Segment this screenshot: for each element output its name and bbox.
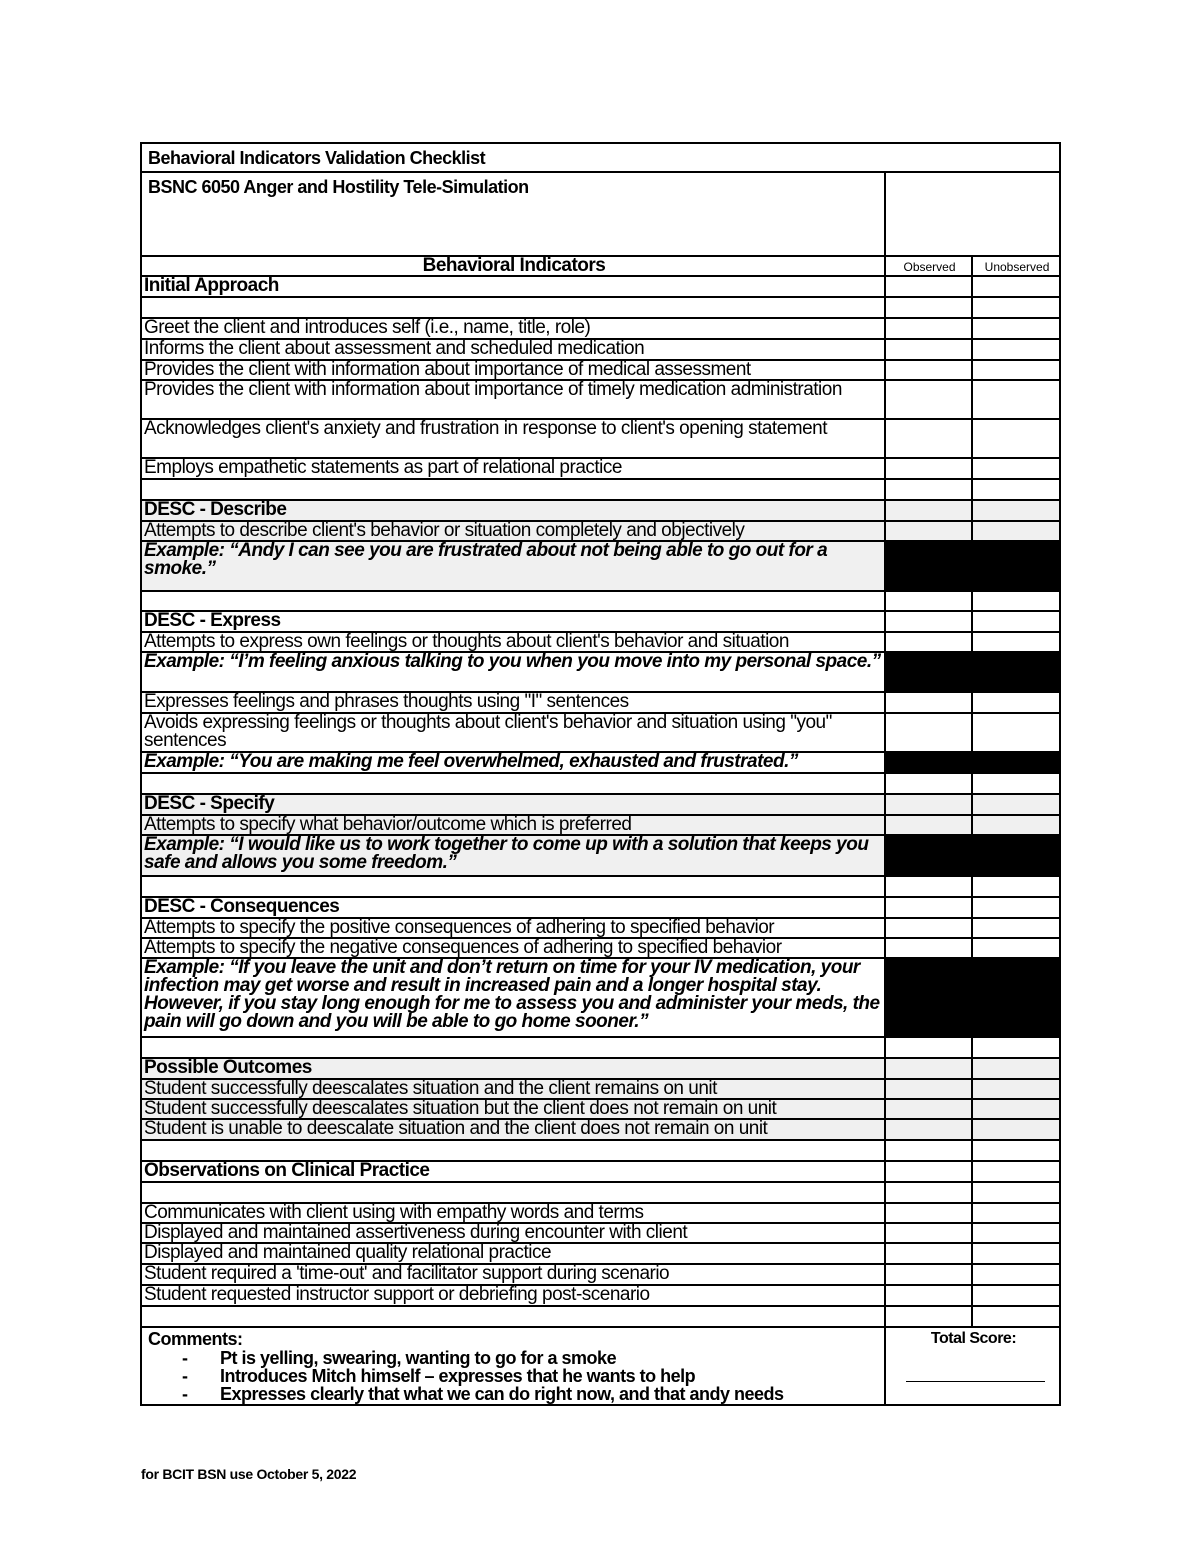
unobserved-cell[interactable] — [972, 692, 1060, 713]
indicator-text: Student successfully deescalates situation but the client does not remain on unit — [141, 1099, 885, 1119]
unobserved-cell[interactable] — [972, 1285, 1060, 1306]
section-heading: Initial Approach — [141, 276, 885, 297]
indicator-text: Attempts to specify what behavior/outcome which is preferred — [141, 815, 885, 835]
unobserved-cell[interactable] — [972, 1079, 1060, 1099]
example-row — [141, 958, 1060, 1037]
indicator-text: Student required a 'time-out' and facilitator support during scenario — [141, 1264, 885, 1285]
unobserved-cell — [972, 876, 1060, 897]
observed-cell — [885, 1140, 972, 1161]
indicator-row — [141, 1099, 1060, 1119]
observed-cell[interactable] — [885, 1223, 972, 1243]
section-row — [141, 276, 1060, 297]
subtitle-row — [141, 172, 1060, 256]
example-row — [141, 541, 1060, 591]
unobserved-cell — [972, 958, 1060, 1037]
section-row — [141, 1161, 1060, 1182]
comment-item: - Pt is yelling, swearing, wanting to go for a smoke — [182, 1349, 884, 1367]
unobserved-cell[interactable] — [972, 458, 1060, 479]
observed-cell[interactable] — [885, 380, 972, 419]
blank-row — [141, 773, 1060, 794]
indicator-text: Attempts to specify the positive consequences of adhering to specified behavior — [141, 918, 885, 938]
unobserved-cell — [972, 1161, 1060, 1182]
indicator-row — [141, 918, 1060, 938]
observed-cell — [885, 479, 972, 500]
observed-cell — [885, 297, 972, 318]
indicator-row — [141, 1264, 1060, 1285]
unobserved-cell — [972, 479, 1060, 500]
comments-label: Comments: — [148, 1329, 243, 1349]
blank-cell — [141, 773, 885, 794]
comments-cell — [141, 1327, 885, 1405]
unobserved-header: Unobserved — [972, 256, 1060, 276]
example-text: Example: “I would like us to work together to come up with a solution that keeps you safe and allows you some freedom.” — [141, 835, 885, 876]
unobserved-cell[interactable] — [972, 339, 1060, 360]
unobserved-cell[interactable] — [972, 318, 1060, 339]
unobserved-cell[interactable] — [972, 1099, 1060, 1119]
indicator-text: Attempts to specify the negative consequences of adhering to specified behavior — [141, 938, 885, 958]
indicator-text: Expresses feelings and phrases thoughts using "I" sentences — [141, 692, 885, 713]
example-text: Example: “I’m feeling anxious talking to you when you move into my personal space.” — [141, 652, 885, 692]
observed-cell — [885, 276, 972, 297]
indicator-text: Student successfully deescalates situation and the client remains on unit — [141, 1079, 885, 1099]
comment-item: - Expresses clearly that what we can do right now, and that andy needs — [182, 1385, 884, 1403]
indicator-text: Attempts to describe client's behavior or situation completely and objectively — [141, 521, 885, 541]
indicator-text: Student is unable to deescalate situation and the client does not remain on unit — [141, 1119, 885, 1140]
section-row — [141, 1058, 1060, 1079]
indicator-text: Communicates with client using with empathy words and terms — [141, 1203, 885, 1223]
indicator-text: Provides the client with information about importance of medical assessment — [141, 360, 885, 380]
unobserved-cell — [972, 652, 1060, 692]
example-text: Example: “You are making me feel overwhelmed, exhausted and frustrated.” — [141, 752, 885, 773]
example-text: Example: “If you leave the unit and don’t return on time for your IV medication, your infection may get worse and result in increased pain and a longer hospital stay. However, if you stay long enough for me to assess you and administer your meds, the pain will go down and you will be able to go home sooner.” — [141, 958, 885, 1037]
observed-cell — [885, 752, 972, 773]
unobserved-cell — [972, 1140, 1060, 1161]
section-row — [141, 897, 1060, 918]
total-score-line — [906, 1381, 1045, 1382]
observed-cell — [885, 773, 972, 794]
unobserved-cell — [972, 500, 1060, 521]
observed-cell[interactable] — [885, 458, 972, 479]
unobserved-cell — [972, 794, 1060, 815]
unobserved-cell[interactable] — [972, 1264, 1060, 1285]
blank-row — [141, 1306, 1060, 1327]
observed-cell[interactable] — [885, 419, 972, 458]
observed-cell — [885, 611, 972, 632]
unobserved-cell[interactable] — [972, 632, 1060, 652]
unobserved-cell[interactable] — [972, 938, 1060, 958]
checklist-title: Behavioral Indicators Validation Checklist — [141, 143, 1060, 172]
unobserved-cell — [972, 297, 1060, 318]
unobserved-cell — [972, 1037, 1060, 1058]
blank-row — [141, 1140, 1060, 1161]
observed-cell[interactable] — [885, 1099, 972, 1119]
observed-cell — [885, 652, 972, 692]
comments-row — [141, 1327, 1060, 1405]
observed-cell[interactable] — [885, 918, 972, 938]
blank-cell — [141, 591, 885, 611]
indicator-row — [141, 692, 1060, 713]
observed-cell — [885, 835, 972, 876]
example-row — [141, 752, 1060, 773]
observed-cell[interactable] — [885, 713, 972, 752]
observed-cell[interactable] — [885, 815, 972, 835]
comments-list — [148, 1349, 884, 1403]
unobserved-cell[interactable] — [972, 1203, 1060, 1223]
unobserved-cell[interactable] — [972, 419, 1060, 458]
observed-cell — [885, 1161, 972, 1182]
unobserved-cell[interactable] — [972, 815, 1060, 835]
comment-item: - Introduces Mitch himself – expresses that he wants to help — [182, 1367, 884, 1385]
example-text: Example: “Andy I can see you are frustrated about not being able to go out for a smoke.” — [141, 541, 885, 591]
indicator-text: Employs empathetic statements as part of relational practice — [141, 458, 885, 479]
indicator-row — [141, 1203, 1060, 1223]
unobserved-cell — [972, 1306, 1060, 1327]
observed-cell[interactable] — [885, 1264, 972, 1285]
unobserved-cell — [972, 541, 1060, 591]
observed-cell — [885, 591, 972, 611]
indicator-row — [141, 380, 1060, 419]
observed-cell — [885, 1182, 972, 1203]
blank-row — [141, 591, 1060, 611]
unobserved-cell — [972, 897, 1060, 918]
unobserved-cell[interactable] — [972, 521, 1060, 541]
example-row — [141, 835, 1060, 876]
blank-cell — [141, 297, 885, 318]
observed-cell[interactable] — [885, 1079, 972, 1099]
blank-cell — [141, 1037, 885, 1058]
indicator-text: Attempts to express own feelings or thoughts about client's behavior and situation — [141, 632, 885, 652]
total-score-cell — [885, 1327, 1060, 1405]
observed-cell — [885, 1306, 972, 1327]
example-row — [141, 652, 1060, 692]
section-heading: DESC - Express — [141, 611, 885, 632]
unobserved-cell[interactable] — [972, 1119, 1060, 1140]
indicator-text: Displayed and maintained assertiveness during encounter with client — [141, 1223, 885, 1243]
indicator-text: Greet the client and introduces self (i.e., name, title, role) — [141, 318, 885, 339]
blank-cell — [141, 479, 885, 500]
indicator-text: Provides the client with information about importance of timely medication administration — [141, 380, 885, 419]
unobserved-cell[interactable] — [972, 1243, 1060, 1264]
course-title: BSNC 6050 Anger and Hostility Tele-Simulation — [141, 172, 885, 256]
unobserved-cell — [972, 1058, 1060, 1079]
observed-cell — [885, 897, 972, 918]
indicator-row — [141, 938, 1060, 958]
unobserved-cell — [972, 1182, 1060, 1203]
title-row — [141, 143, 1060, 172]
blank-cell — [141, 876, 885, 897]
indicator-row — [141, 419, 1060, 458]
indicator-row — [141, 458, 1060, 479]
section-heading: DESC - Consequences — [141, 897, 885, 918]
observed-cell[interactable] — [885, 521, 972, 541]
checklist-table — [140, 142, 1061, 1406]
unobserved-cell[interactable] — [972, 380, 1060, 419]
indicator-text: Displayed and maintained quality relational practice — [141, 1243, 885, 1264]
indicator-row — [141, 1223, 1060, 1243]
indicator-row — [141, 360, 1060, 380]
indicator-row — [141, 318, 1060, 339]
indicator-row — [141, 713, 1060, 752]
indicator-row — [141, 1119, 1060, 1140]
indicator-row — [141, 1243, 1060, 1264]
unobserved-cell — [972, 773, 1060, 794]
indicator-text: Student requested instructor support or debriefing post-scenario — [141, 1285, 885, 1306]
unobserved-cell[interactable] — [972, 360, 1060, 380]
observed-cell[interactable] — [885, 632, 972, 652]
unobserved-cell — [972, 611, 1060, 632]
unobserved-cell[interactable] — [972, 1223, 1060, 1243]
observed-header: Observed — [885, 256, 972, 276]
indicator-text: Acknowledges client's anxiety and frustration in response to client's opening statement — [141, 419, 885, 458]
section-heading: Observations on Clinical Practice — [141, 1161, 885, 1182]
unobserved-cell — [972, 752, 1060, 773]
unobserved-cell — [972, 276, 1060, 297]
observed-cell — [885, 541, 972, 591]
observed-cell[interactable] — [885, 1203, 972, 1223]
unobserved-cell[interactable] — [972, 713, 1060, 752]
observed-cell — [885, 958, 972, 1037]
behavioral-indicators-header: Behavioral Indicators — [141, 256, 885, 276]
blank-row — [141, 479, 1060, 500]
section-heading: Possible Outcomes — [141, 1058, 885, 1079]
observed-cell — [885, 1058, 972, 1079]
observed-cell — [885, 500, 972, 521]
indicator-row — [141, 1285, 1060, 1306]
unobserved-cell — [972, 835, 1060, 876]
observed-cell — [885, 1037, 972, 1058]
indicator-row — [141, 1079, 1060, 1099]
footer-note: for BCIT BSN use October 5, 2022 — [141, 1466, 357, 1482]
indicator-text: Avoids expressing feelings or thoughts about client's behavior and situation using "you" sentences — [141, 713, 885, 752]
blank-cell — [141, 1140, 885, 1161]
indicator-row — [141, 339, 1060, 360]
observed-cell[interactable] — [885, 692, 972, 713]
observed-cell[interactable] — [885, 1119, 972, 1140]
subtitle-blank-cell — [885, 172, 1060, 256]
observed-cell[interactable] — [885, 318, 972, 339]
observed-cell[interactable] — [885, 360, 972, 380]
total-score-label: Total Score: — [930, 1330, 1017, 1347]
blank-cell — [141, 1182, 885, 1203]
blank-row — [141, 1182, 1060, 1203]
indicator-row — [141, 632, 1060, 652]
observed-cell[interactable] — [885, 339, 972, 360]
blank-row — [141, 297, 1060, 318]
section-heading: DESC - Specify — [141, 794, 885, 815]
unobserved-cell — [972, 591, 1060, 611]
observed-cell[interactable] — [885, 1243, 972, 1264]
blank-row — [141, 876, 1060, 897]
indicator-row — [141, 815, 1060, 835]
section-row — [141, 794, 1060, 815]
section-row — [141, 611, 1060, 632]
observed-cell — [885, 794, 972, 815]
indicator-text: Informs the client about assessment and scheduled medication — [141, 339, 885, 360]
blank-cell — [141, 1306, 885, 1327]
indicator-row — [141, 521, 1060, 541]
observed-cell — [885, 876, 972, 897]
section-row — [141, 500, 1060, 521]
section-heading: DESC - Describe — [141, 500, 885, 521]
unobserved-cell[interactable] — [972, 918, 1060, 938]
column-header-row — [141, 256, 1060, 276]
blank-row — [141, 1037, 1060, 1058]
observed-cell[interactable] — [885, 938, 972, 958]
observed-cell[interactable] — [885, 1285, 972, 1306]
